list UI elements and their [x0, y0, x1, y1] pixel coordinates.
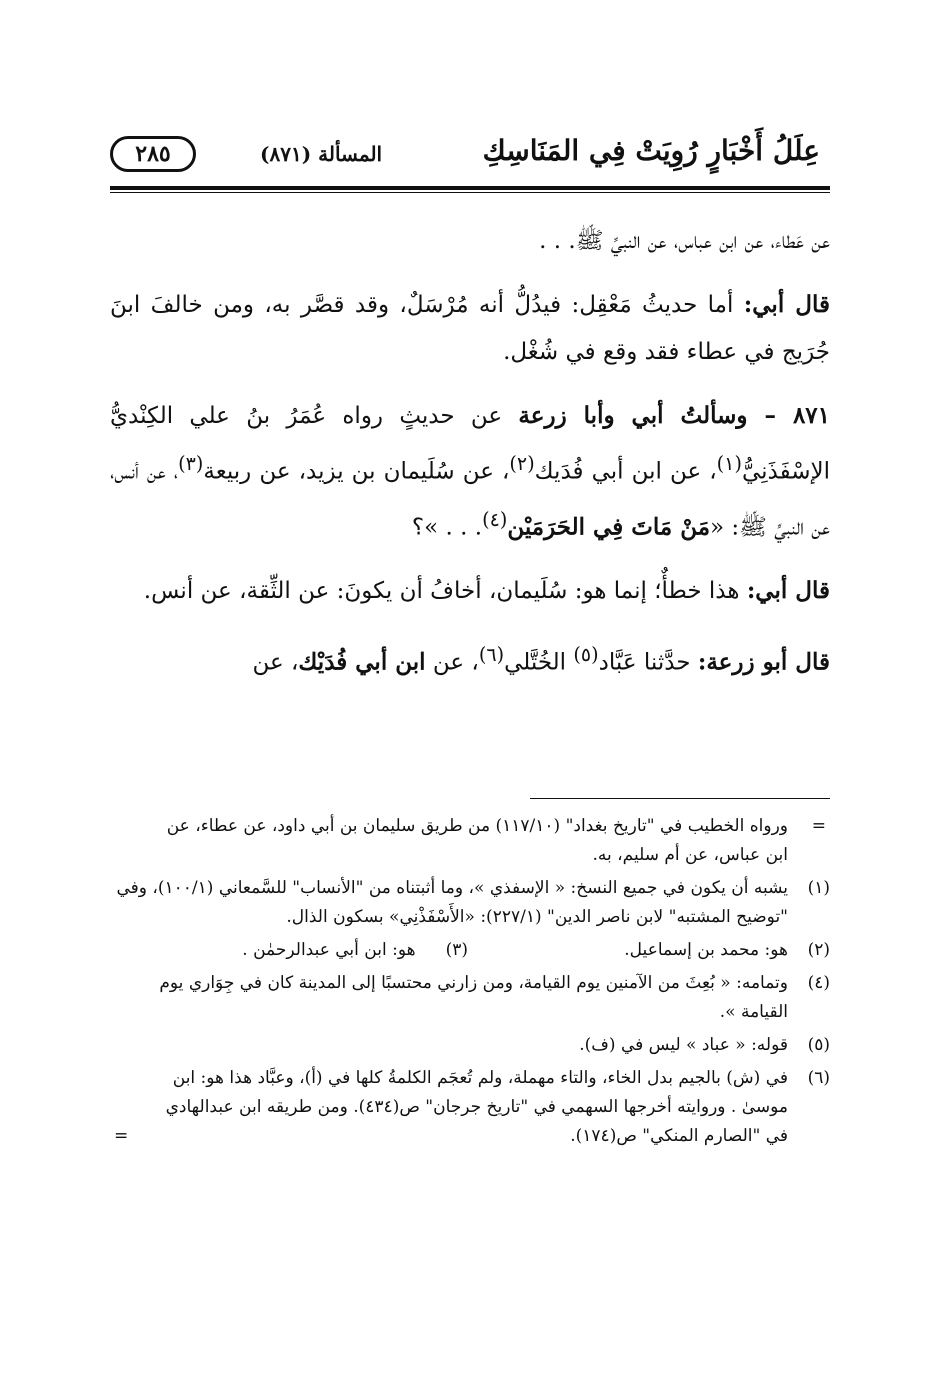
main-text — [110, 218, 830, 703]
speaker-label: قال أبو زرعة: — [697, 648, 830, 676]
footnote-1 — [110, 874, 830, 932]
narrator-name: ابن أبي فُدَيْك — [298, 648, 426, 676]
book-title: عِلَلُ أَخْبَارٍ رُوِيَتْ فِي المَنَاسِكِ — [482, 134, 820, 167]
footnote-continuation — [110, 812, 830, 870]
footnote-number: (٥) — [807, 1035, 830, 1055]
footnote-5 — [110, 1031, 830, 1060]
footnote-text: وتمامه: « بُعِثَ من الآمنين يوم القيامة، ومن زارني محتسبًا إلى المدينة كان في جِوَاري يوم القيامة ». — [159, 973, 788, 1022]
footnote-text: يشبه أن يكون في جميع النسخ: « الإسفذي »، وما أثبتناه من "الأنساب" للسَّمعاني (١٠٠/١)، وفي "توضيح المشتبه" لابن ناصر الدين" (٢٢٧/١): «الأَسْفَذْنِي» بسكون الذال. — [116, 878, 788, 927]
hadith-quote: مَنْ مَاتَ فِي الحَرَمَيْن — [507, 513, 711, 541]
footnote-number: (٢) — [807, 940, 830, 960]
paragraph-text: ، عن ابن أبي فُدَيك — [534, 458, 717, 485]
footnote-6 — [110, 1064, 830, 1151]
header-rule-thin — [110, 192, 830, 193]
paragraph-text: ، عن — [425, 649, 479, 676]
footnote-number: (٣) — [445, 940, 468, 960]
paragraph-text: ، عن سُلَيمان بن يزيد، عن ربيعة — [203, 458, 510, 485]
footnote-ref: (٦) — [478, 643, 505, 667]
footnote-text: في (ش) بالجيم بدل الخاء، والتاء مهملة، ولم تُعجَم الكلمةُ كلها في (أ)، وعبَّاد هذا هو: ابن موسىٰ . وروايته أخرجها السهمي في "تاريخ جرجان" ص(٤٣٤). ومن طريقه ابن عبدالهادي في "الصارم المنكي" ص(١٧٤). — [165, 1068, 788, 1146]
header-rule-thick — [110, 186, 830, 190]
paragraph-5 — [110, 631, 830, 687]
question-number: ٨٧١ – وسألتُ أبي وأبا زرعة — [518, 402, 830, 429]
footnote-ref: (١) — [716, 452, 742, 475]
continuation-mark: = — [811, 816, 826, 836]
paragraph-2 — [110, 281, 830, 376]
footnote-number: (١) — [807, 878, 830, 898]
footnote-ref: (٥) — [573, 643, 599, 667]
paragraph-3 — [110, 392, 830, 551]
continuation-mark: = — [114, 1126, 129, 1146]
paragraph-text: عن حديثٍ رواه عُمَرُ بنُ علي الكِنْديُّ الإسْفَذَنِيُّ — [110, 403, 830, 485]
footnote-number: (٤) — [807, 973, 830, 993]
footnote-text: قوله: « عباد » ليس في (ف). — [579, 1035, 788, 1055]
paragraph-text: هذا خطأٌ؛ إنما هو: سُلَيمان، أخافُ أن يكونَ: عن الثِّقة، عن أنس. — [143, 578, 747, 605]
masala-label: المسألة (٨٧١) — [260, 142, 383, 166]
book-page — [110, 120, 830, 186]
footnote-ref: (٣) — [178, 452, 204, 475]
paragraph-text: حدَّثنا عَبَّاد — [598, 649, 698, 676]
footnote-ref: (٢) — [509, 452, 535, 475]
paragraph-text: ، عن أنس، عن النبيِّ ﷺ: « — [110, 458, 830, 541]
speaker-label: قال أبي: — [746, 577, 830, 605]
footnote-ref: (٤) — [482, 507, 508, 531]
paragraph-text: ، عن — [252, 649, 299, 676]
footnote-row-2-3 — [110, 936, 830, 965]
paragraph-text: . . . »؟ — [411, 514, 483, 541]
footnote-4 — [110, 969, 830, 1027]
paragraph-4 — [110, 567, 830, 615]
paragraph-text: الخُتَّلي — [504, 649, 574, 676]
page-header — [110, 120, 830, 186]
footnote-number: (٦) — [807, 1068, 830, 1088]
page-number: ٢٨٥ — [110, 136, 196, 172]
paragraph-text: أما حديثُ مَعْقِل: فيدُلُّ أنه مُرْسَلٌ، وقد قصَّر به، ومن خالفَ ابنَ جُرَيج في عطاء فقد وقع في شُغْل. — [110, 292, 830, 365]
footnote-text: ورواه الخطيب في "تاريخ بغداد" (١١٧/١٠) من طريق سليمان بن أبي داود، عن عطاء، عن ابن عباس، عن أم سليم، به. — [166, 816, 788, 865]
footnotes — [110, 812, 830, 1155]
paragraph-1 — [110, 218, 830, 265]
footnote-text: هو: محمد بن إسماعيل. — [624, 940, 788, 960]
speaker-label: قال أبي: — [743, 291, 830, 318]
footnote-text: هو: ابن أبي عبدالرحمٰن . — [242, 940, 416, 960]
footnote-separator — [530, 798, 830, 799]
line-text: عن عَطاء، عن ابن عباس، عن النبيِّ ﷺ. . . — [539, 228, 830, 254]
